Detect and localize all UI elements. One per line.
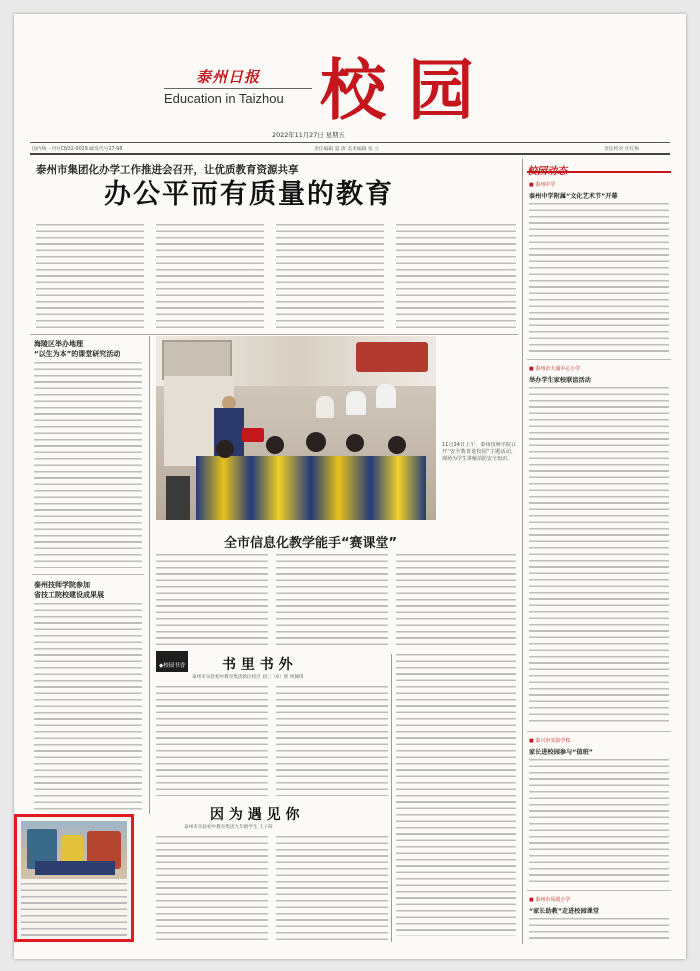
essay-1-body-col-1 <box>156 686 268 796</box>
essay-2-body-col-1 <box>156 836 268 942</box>
lead-kicker: 泰州市集团化办学工作推进会召开，让优质教育资源共享 <box>36 164 299 176</box>
left-story-2-title-line-1: 泰州技师学院参加 <box>34 581 90 589</box>
newspaper-page <box>14 14 686 959</box>
essay-1-byline: 泰州市实验初中教育集团新区校区 初三（6）班 周佩琪 <box>192 675 304 680</box>
column-tag-text: ◆校园书香 <box>159 663 186 669</box>
lead-bottom-rule <box>30 334 518 335</box>
middle-body-col-2 <box>276 554 388 648</box>
highlighted-photo-box[interactable] <box>14 814 134 942</box>
section-title-cn: 校园 <box>320 51 496 129</box>
middle-article-title: 全市信息化教学能手“赛课堂” <box>224 536 398 551</box>
left-divider <box>32 574 144 575</box>
essay-2-title: 因 为 遇 见 你 <box>210 807 300 823</box>
sidebar-item-2-body <box>529 387 669 725</box>
date-text: 2022年11月27日 星期五 <box>272 131 345 139</box>
middle-body-col-3 <box>396 554 516 648</box>
masthead-left-info: 国内统一刊号CN32-0029 邮发代号27-98 <box>32 147 123 152</box>
lead-body-col-1 <box>36 224 144 328</box>
sidebar-header <box>527 159 671 177</box>
essay-1-title: 书 里 书 外 <box>222 657 293 673</box>
sidebar-item-2-tag: ■ 泰州市大浦中心小学 <box>529 365 580 372</box>
lead-body-col-4 <box>396 224 516 328</box>
essay-1-body-col-2 <box>276 686 388 796</box>
main-photo-classroom <box>156 336 436 520</box>
sidebar-header-text: 校园动态 <box>527 166 567 177</box>
sidebar-item-4-tag: ■ 泰州市凤凰小学 <box>529 896 570 903</box>
left-story-2-body <box>34 603 142 813</box>
left-story-1-title-line-2: “以生为本”的课堂研究活动 <box>34 350 121 358</box>
highlighted-photo-body <box>21 883 127 937</box>
sidebar-item-3-body <box>529 759 669 884</box>
sidebar-divider <box>527 731 671 732</box>
masthead-underline <box>164 88 312 89</box>
sidebar-separator <box>522 159 523 944</box>
left-column-separator <box>149 336 150 814</box>
masthead-right-info: 责任校对 许红梅 <box>604 147 640 152</box>
left-story-1-body <box>34 362 142 568</box>
essay-column-separator <box>391 654 392 942</box>
sidebar-item-3-tag: ■ 泰兴市实验学校 <box>529 737 570 744</box>
sidebar-column <box>527 159 671 944</box>
masthead-center-info: 责任编辑 夏 唐 美术编辑 张 立 <box>314 147 380 152</box>
newspaper-logo: 泰州日报 <box>196 68 261 86</box>
column-tag <box>156 651 188 672</box>
essay-2-body-col-2 <box>276 836 388 942</box>
photo-caption: 11月24日上午，泰州技师学院召开“安全教育进校园”主题活动，现场为学生讲解消防安全知识。 <box>442 442 516 462</box>
lead-body-col-2 <box>156 224 264 328</box>
essay-2-byline: 泰州市实验初中教育集团九年级学生 王子研 <box>184 825 273 830</box>
left-story-1-title-line-1: 海陵区举办地理 <box>34 340 83 348</box>
sidebar-item-1-tag: ■ 泰州中学 <box>529 181 555 188</box>
section-title-en: Education in Taizhou <box>164 91 284 106</box>
sidebar-divider <box>527 359 671 360</box>
lead-body-col-3 <box>276 224 384 328</box>
highlighted-photo <box>21 821 127 879</box>
middle-body-col-1 <box>156 554 268 648</box>
masthead-rule-bottom <box>30 153 670 155</box>
sidebar-item-1-body <box>529 203 669 353</box>
sidebar-divider <box>527 890 671 891</box>
masthead-rule-top <box>30 142 670 143</box>
essay-1-body-col-3 <box>396 654 516 936</box>
left-story-2-title-line-2: 省技工院校建设成果展 <box>34 591 104 599</box>
sidebar-item-3-title: 家长进校园参与“值班” <box>529 749 593 756</box>
date-line <box>272 130 345 139</box>
sidebar-item-1-title: 泰州中学附属“文化艺术节”开幕 <box>529 193 618 200</box>
sidebar-item-4-body <box>529 918 669 942</box>
lead-headline: 办公平而有质量的教育 <box>104 179 394 210</box>
sidebar-item-4-title: “家长助教”走进校园课堂 <box>529 908 600 915</box>
sidebar-item-2-title: 举办学生家校联谊活动 <box>529 377 591 384</box>
